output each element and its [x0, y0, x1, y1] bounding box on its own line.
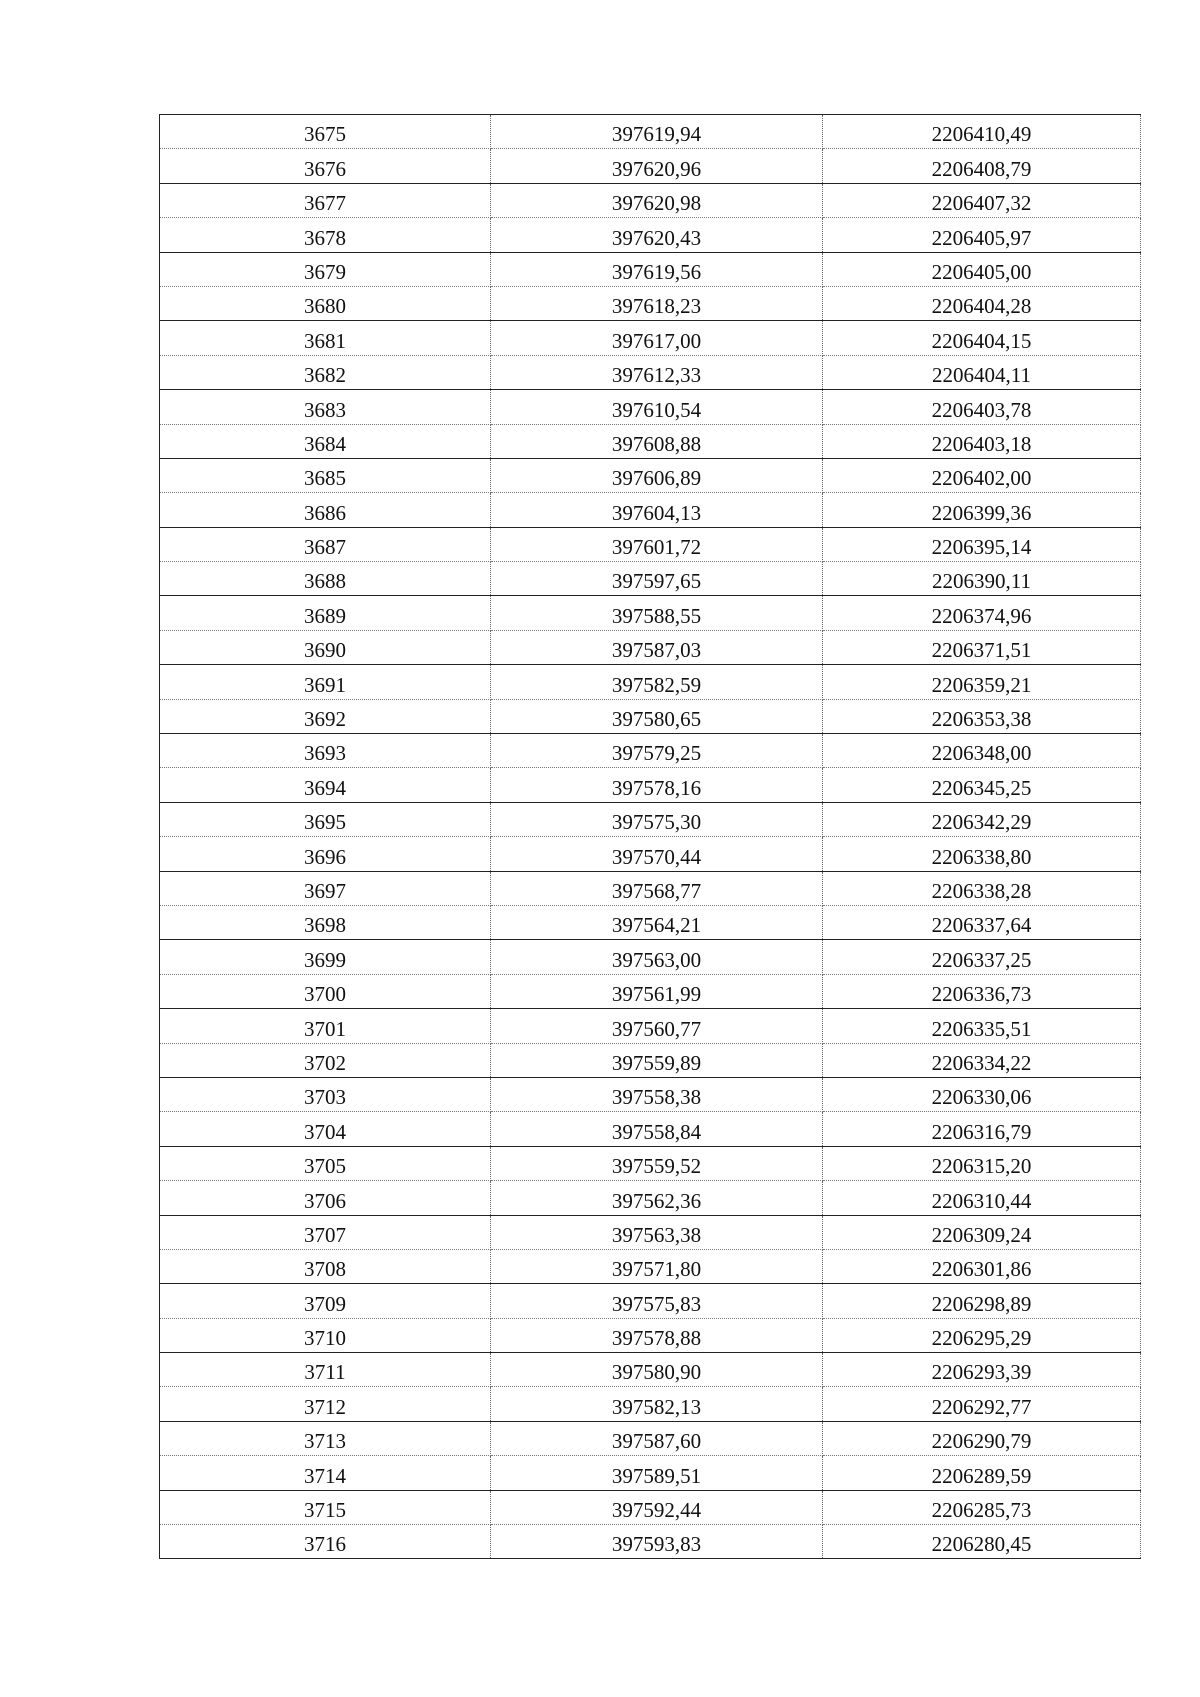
point-number-cell: 3691 [160, 665, 491, 699]
x-coordinate-cell: 397558,38 [491, 1077, 823, 1111]
x-coordinate-cell: 397587,03 [491, 630, 823, 664]
y-coordinate-cell: 2206301,86 [823, 1249, 1141, 1283]
x-coordinate-cell: 397564,21 [491, 905, 823, 939]
x-coordinate-cell: 397578,88 [491, 1318, 823, 1352]
point-number-cell: 3684 [160, 424, 491, 458]
point-number-cell: 3677 [160, 183, 491, 217]
point-number-cell: 3694 [160, 768, 491, 802]
table-row [160, 321, 1141, 355]
table-row [160, 1284, 1141, 1318]
table-row [160, 1456, 1141, 1490]
x-coordinate-cell: 397561,99 [491, 974, 823, 1008]
y-coordinate-cell: 2206359,21 [823, 665, 1141, 699]
y-coordinate-cell: 2206402,00 [823, 458, 1141, 492]
y-coordinate-cell: 2206404,28 [823, 286, 1141, 320]
table-row [160, 115, 1141, 149]
y-coordinate-cell: 2206336,73 [823, 974, 1141, 1008]
table-row [160, 871, 1141, 905]
coordinates-table [159, 114, 1137, 1559]
x-coordinate-cell: 397589,51 [491, 1456, 823, 1490]
y-coordinate-cell: 2206395,14 [823, 527, 1141, 561]
point-number-cell: 3701 [160, 1009, 491, 1043]
y-coordinate-cell: 2206315,20 [823, 1146, 1141, 1180]
y-coordinate-cell: 2206295,29 [823, 1318, 1141, 1352]
point-number-cell: 3685 [160, 458, 491, 492]
table-row [160, 1490, 1141, 1524]
table-row [160, 458, 1141, 492]
point-number-cell: 3692 [160, 699, 491, 733]
table-row [160, 355, 1141, 389]
point-number-cell: 3679 [160, 252, 491, 286]
x-coordinate-cell: 397559,89 [491, 1043, 823, 1077]
y-coordinate-cell: 2206374,96 [823, 596, 1141, 630]
y-coordinate-cell: 2206338,28 [823, 871, 1141, 905]
x-coordinate-cell: 397563,38 [491, 1215, 823, 1249]
point-number-cell: 3689 [160, 596, 491, 630]
point-number-cell: 3712 [160, 1387, 491, 1421]
table-row [160, 1043, 1141, 1077]
point-number-cell: 3697 [160, 871, 491, 905]
point-number-cell: 3715 [160, 1490, 491, 1524]
table-row [160, 802, 1141, 836]
point-number-cell: 3707 [160, 1215, 491, 1249]
x-coordinate-cell: 397620,43 [491, 218, 823, 252]
table-row [160, 1077, 1141, 1111]
point-number-cell: 3705 [160, 1146, 491, 1180]
x-coordinate-cell: 397582,13 [491, 1387, 823, 1421]
y-coordinate-cell: 2206316,79 [823, 1112, 1141, 1146]
y-coordinate-cell: 2206292,77 [823, 1387, 1141, 1421]
x-coordinate-cell: 397619,94 [491, 115, 823, 149]
table-row [160, 1009, 1141, 1043]
y-coordinate-cell: 2206403,18 [823, 424, 1141, 458]
table-row [160, 1525, 1141, 1559]
point-number-cell: 3716 [160, 1525, 491, 1559]
table-row [160, 1112, 1141, 1146]
x-coordinate-cell: 397610,54 [491, 390, 823, 424]
point-number-cell: 3687 [160, 527, 491, 561]
x-coordinate-cell: 397571,80 [491, 1249, 823, 1283]
point-number-cell: 3702 [160, 1043, 491, 1077]
x-coordinate-cell: 397620,96 [491, 149, 823, 183]
table-row [160, 183, 1141, 217]
point-number-cell: 3698 [160, 905, 491, 939]
x-coordinate-cell: 397575,83 [491, 1284, 823, 1318]
y-coordinate-cell: 2206298,89 [823, 1284, 1141, 1318]
y-coordinate-cell: 2206330,06 [823, 1077, 1141, 1111]
y-coordinate-cell: 2206390,11 [823, 562, 1141, 596]
y-coordinate-cell: 2206403,78 [823, 390, 1141, 424]
y-coordinate-cell: 2206405,97 [823, 218, 1141, 252]
table-row [160, 974, 1141, 1008]
table-row [160, 1421, 1141, 1455]
table-row [160, 630, 1141, 664]
table-row [160, 562, 1141, 596]
y-coordinate-cell: 2206337,25 [823, 940, 1141, 974]
point-number-cell: 3703 [160, 1077, 491, 1111]
y-coordinate-cell: 2206404,15 [823, 321, 1141, 355]
point-number-cell: 3710 [160, 1318, 491, 1352]
x-coordinate-cell: 397570,44 [491, 837, 823, 871]
y-coordinate-cell: 2206338,80 [823, 837, 1141, 871]
x-coordinate-cell: 397587,60 [491, 1421, 823, 1455]
x-coordinate-cell: 397592,44 [491, 1490, 823, 1524]
x-coordinate-cell: 397580,65 [491, 699, 823, 733]
y-coordinate-cell: 2206334,22 [823, 1043, 1141, 1077]
y-coordinate-cell: 2206290,79 [823, 1421, 1141, 1455]
y-coordinate-cell: 2206337,64 [823, 905, 1141, 939]
y-coordinate-cell: 2206404,11 [823, 355, 1141, 389]
table-row [160, 1249, 1141, 1283]
x-coordinate-cell: 397560,77 [491, 1009, 823, 1043]
y-coordinate-cell: 2206293,39 [823, 1353, 1141, 1387]
x-coordinate-cell: 397597,65 [491, 562, 823, 596]
point-number-cell: 3695 [160, 802, 491, 836]
point-number-cell: 3678 [160, 218, 491, 252]
x-coordinate-cell: 397562,36 [491, 1181, 823, 1215]
point-number-cell: 3699 [160, 940, 491, 974]
point-number-cell: 3711 [160, 1353, 491, 1387]
table-row [160, 252, 1141, 286]
point-number-cell: 3682 [160, 355, 491, 389]
x-coordinate-cell: 397617,00 [491, 321, 823, 355]
x-coordinate-cell: 397593,83 [491, 1525, 823, 1559]
x-coordinate-cell: 397579,25 [491, 734, 823, 768]
table-row [160, 734, 1141, 768]
y-coordinate-cell: 2206405,00 [823, 252, 1141, 286]
x-coordinate-cell: 397578,16 [491, 768, 823, 802]
table-row [160, 1215, 1141, 1249]
x-coordinate-cell: 397612,33 [491, 355, 823, 389]
point-number-cell: 3713 [160, 1421, 491, 1455]
y-coordinate-cell: 2206345,25 [823, 768, 1141, 802]
x-coordinate-cell: 397575,30 [491, 802, 823, 836]
point-number-cell: 3706 [160, 1181, 491, 1215]
table-row [160, 1318, 1141, 1352]
table-row [160, 424, 1141, 458]
x-coordinate-cell: 397606,89 [491, 458, 823, 492]
table-row [160, 286, 1141, 320]
x-coordinate-cell: 397601,72 [491, 527, 823, 561]
x-coordinate-cell: 397604,13 [491, 493, 823, 527]
table-row [160, 699, 1141, 733]
x-coordinate-cell: 397558,84 [491, 1112, 823, 1146]
table-row [160, 940, 1141, 974]
point-number-cell: 3693 [160, 734, 491, 768]
y-coordinate-cell: 2206399,36 [823, 493, 1141, 527]
y-coordinate-cell: 2206289,59 [823, 1456, 1141, 1490]
table-row [160, 905, 1141, 939]
x-coordinate-cell: 397582,59 [491, 665, 823, 699]
table-row [160, 1181, 1141, 1215]
point-number-cell: 3700 [160, 974, 491, 1008]
point-number-cell: 3709 [160, 1284, 491, 1318]
table-row [160, 665, 1141, 699]
point-number-cell: 3704 [160, 1112, 491, 1146]
coordinates-table-body [160, 115, 1141, 1559]
table-row [160, 1353, 1141, 1387]
y-coordinate-cell: 2206310,44 [823, 1181, 1141, 1215]
y-coordinate-cell: 2206407,32 [823, 183, 1141, 217]
point-number-cell: 3690 [160, 630, 491, 664]
x-coordinate-cell: 397588,55 [491, 596, 823, 630]
table-row [160, 837, 1141, 871]
point-number-cell: 3708 [160, 1249, 491, 1283]
y-coordinate-cell: 2206371,51 [823, 630, 1141, 664]
y-coordinate-cell: 2206335,51 [823, 1009, 1141, 1043]
y-coordinate-cell: 2206408,79 [823, 149, 1141, 183]
point-number-cell: 3683 [160, 390, 491, 424]
point-number-cell: 3696 [160, 837, 491, 871]
table-row [160, 1146, 1141, 1180]
point-number-cell: 3688 [160, 562, 491, 596]
point-number-cell: 3676 [160, 149, 491, 183]
table-row [160, 527, 1141, 561]
table-row [160, 1387, 1141, 1421]
x-coordinate-cell: 397619,56 [491, 252, 823, 286]
y-coordinate-cell: 2206348,00 [823, 734, 1141, 768]
y-coordinate-cell: 2206353,38 [823, 699, 1141, 733]
table-row [160, 390, 1141, 424]
table-row [160, 218, 1141, 252]
y-coordinate-cell: 2206280,45 [823, 1525, 1141, 1559]
x-coordinate-cell: 397608,88 [491, 424, 823, 458]
y-coordinate-cell: 2206285,73 [823, 1490, 1141, 1524]
point-number-cell: 3675 [160, 115, 491, 149]
point-number-cell: 3681 [160, 321, 491, 355]
y-coordinate-cell: 2206309,24 [823, 1215, 1141, 1249]
y-coordinate-cell: 2206342,29 [823, 802, 1141, 836]
x-coordinate-cell: 397618,23 [491, 286, 823, 320]
table-row [160, 493, 1141, 527]
x-coordinate-cell: 397620,98 [491, 183, 823, 217]
x-coordinate-cell: 397568,77 [491, 871, 823, 905]
point-number-cell: 3686 [160, 493, 491, 527]
x-coordinate-cell: 397580,90 [491, 1353, 823, 1387]
point-number-cell: 3680 [160, 286, 491, 320]
table-row [160, 149, 1141, 183]
x-coordinate-cell: 397559,52 [491, 1146, 823, 1180]
table-row [160, 768, 1141, 802]
y-coordinate-cell: 2206410,49 [823, 115, 1141, 149]
table-row [160, 596, 1141, 630]
x-coordinate-cell: 397563,00 [491, 940, 823, 974]
point-number-cell: 3714 [160, 1456, 491, 1490]
